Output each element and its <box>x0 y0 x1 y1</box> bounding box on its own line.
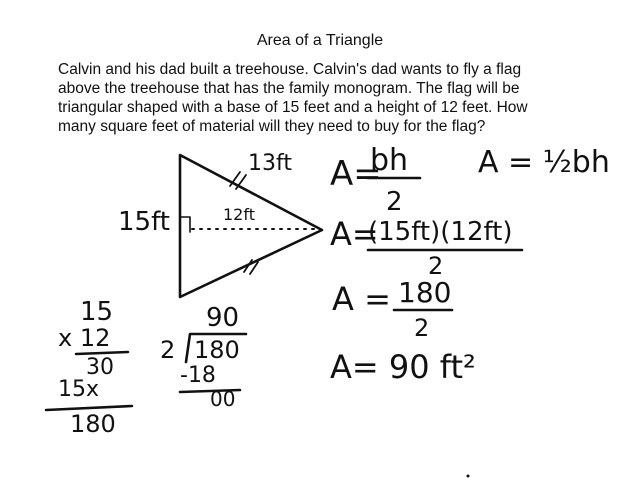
div-dividend: 180 <box>194 336 240 364</box>
div-remainder: 00 <box>210 387 236 411</box>
formula-numerator: bh <box>370 143 409 178</box>
triangle-diagram <box>118 151 322 297</box>
division-work <box>160 303 246 411</box>
problem-line-2: above the treehouse that has the family monogram. The flag will be <box>58 80 520 97</box>
mult-top: 15 <box>80 297 114 327</box>
base-label: 15ft <box>118 207 170 237</box>
substitution-step <box>330 215 522 280</box>
formula-lhs: A= <box>330 154 382 194</box>
mult-line-1 <box>76 352 128 354</box>
formula-area <box>330 143 610 217</box>
step2-denominator: 2 <box>414 314 430 342</box>
div-subtract: -18 <box>180 363 216 388</box>
mult-partial-1: 30 <box>86 355 114 380</box>
stray-dot <box>467 475 470 478</box>
step2-lhs: A = <box>332 280 391 318</box>
div-quotient: 90 <box>206 303 240 333</box>
formula-denominator: 2 <box>386 187 403 217</box>
height-label: 12ft <box>223 205 255 224</box>
step1-denominator: 2 <box>428 252 444 280</box>
tick-marks-top <box>230 172 246 189</box>
multiplication-work <box>46 297 132 438</box>
right-angle-mark <box>180 217 190 232</box>
product-step <box>332 276 452 342</box>
problem-line-1: Calvin and his dad built a treehouse. Calvin's dad wants to fly a flag <box>58 61 522 78</box>
mult-bottom: x 12 <box>58 324 111 352</box>
page-title: Area of a Triangle <box>256 32 384 49</box>
mult-result: 180 <box>70 410 116 438</box>
final-answer: A= 90 ft² <box>330 348 476 386</box>
step2-numerator: 180 <box>398 276 452 309</box>
step1-lhs: A= <box>330 215 379 253</box>
side-label: 13ft <box>248 151 292 176</box>
triangle-shape <box>180 155 322 297</box>
step1-numerator: (15ft)(12ft) <box>368 217 513 247</box>
problem-line-4: many square feet of material will they need to buy for the flag? <box>58 118 486 135</box>
div-divisor: 2 <box>160 336 176 364</box>
mult-partial-2: 15x <box>58 377 100 402</box>
formula-alternate: A = ½bh <box>478 145 610 180</box>
problem-line-3: triangular shaped with a base of 15 feet and a height of 12 feet. How <box>58 99 528 116</box>
